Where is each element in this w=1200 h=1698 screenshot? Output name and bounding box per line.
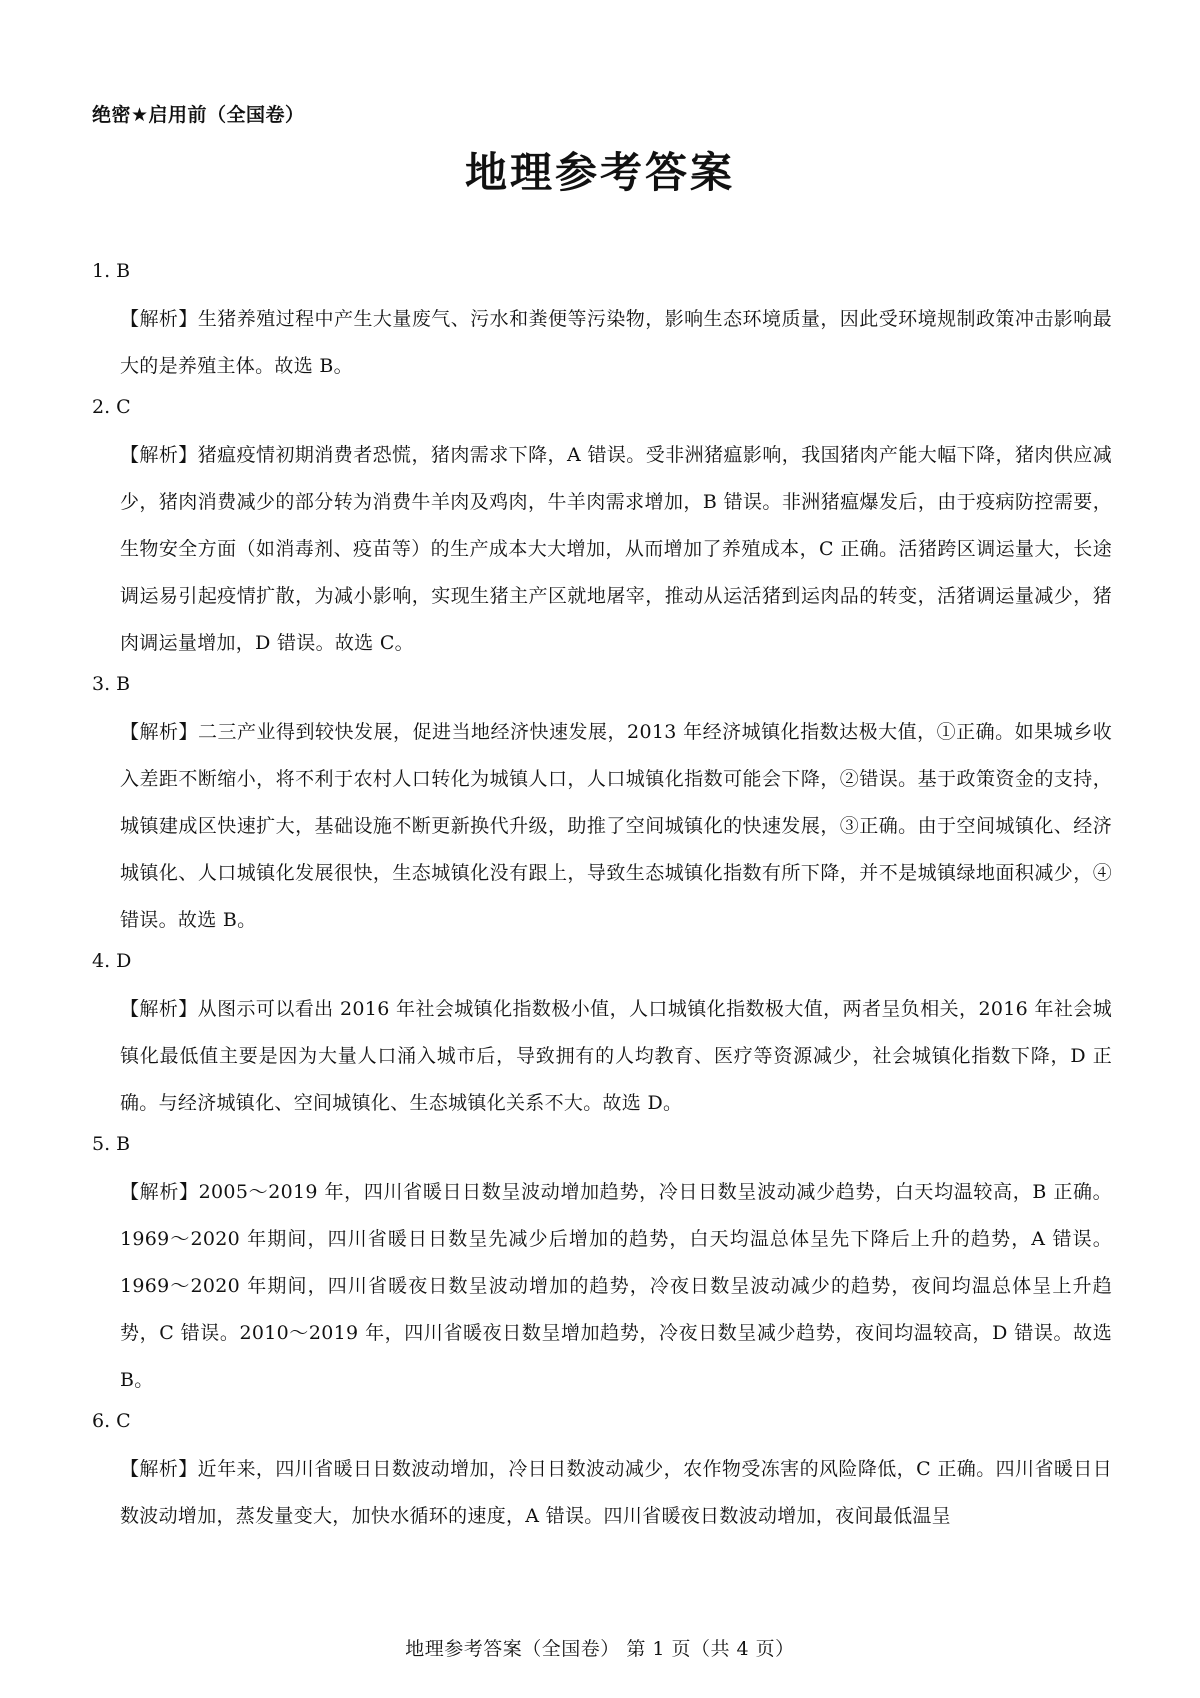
- analysis-label: 【解析】: [120, 444, 198, 466]
- answer-list: [92, 256, 1112, 1542]
- analysis-paragraph: [92, 296, 1112, 390]
- analysis-label: 【解析】: [120, 1181, 199, 1203]
- analysis-text: 2005～2019 年，四川省暖日日数呈波动增加趋势，冷日日数呈波动减少趋势，白天均温较高，B 正确。1969～2020 年期间，四川省暖日日数呈先减少后增加的趋势，白天均温总体呈先下降后上升的趋势，A 错误。1969～2020 年期间，四川省暖夜日数呈波动增加的趋势，冷夜日数呈波动减少的趋势，夜间均温总体呈上升趋势，C 错误。2010～2019 年，四川省暖夜日数呈增加趋势，冷夜日数呈减少趋势，夜间均温较高，D 错误。故选 B。: [120, 1181, 1112, 1391]
- confidential-header: 绝密★启用前（全国卷）: [92, 104, 305, 126]
- analysis-text: 近年来，四川省暖日日数波动增加，冷日日数波动减少，农作物受冻害的风险降低，C 正确。四川省暖日日数波动增加，蒸发量变大，加快水循环的速度，A 错误。四川省暖夜日数波动增加，夜间最低温呈: [120, 1458, 1112, 1527]
- page-footer: 地理参考答案（全国卷） 第 1 页（共 4 页）: [405, 1638, 795, 1660]
- analysis-paragraph: [92, 432, 1112, 667]
- analysis-paragraph: [92, 986, 1112, 1127]
- analysis-label: 【解析】: [120, 998, 198, 1020]
- answer-item-4: [92, 946, 1112, 1127]
- answer-key: 5. B: [92, 1133, 131, 1155]
- answer-key: 6. C: [92, 1410, 131, 1432]
- answer-item-1: [92, 256, 1112, 390]
- analysis-text: 从图示可以看出 2016 年社会城镇化指数极小值，人口城镇化指数极大值，两者呈负相关，2016 年社会城镇化最低值主要是因为大量人口涌入城市后，导致拥有的人均教育、医疗等资源减少，社会城镇化指数下降，D 正确。与经济城镇化、空间城镇化、生态城镇化关系不大。故选 D。: [120, 998, 1113, 1114]
- answer-item-6: [92, 1406, 1112, 1540]
- analysis-text: 生猪养殖过程中产生大量废气、污水和粪便等污染物，影响生态环境质量，因此受环境规制政策冲击影响最大的是养殖主体。故选 B。: [120, 308, 1113, 377]
- analysis-text: 猪瘟疫情初期消费者恐慌，猪肉需求下降，A 错误。受非洲猪瘟影响，我国猪肉产能大幅下降，猪肉供应减少，猪肉消费减少的部分转为消费牛羊肉及鸡肉，牛羊肉需求增加，B 错误。非洲猪瘟爆发后，由于疫病防控需要，生物安全方面（如消毒剂、疫苗等）的生产成本大大增加，从而增加了养殖成本，C 正确。活猪跨区调运量大，长途调运易引起疫情扩散，为减小影响，实现生猪主产区就地屠宰，推动从运活猪到运肉品的转变，活猪调运量减少，猪肉调运量增加，D 错误。故选 C。: [120, 444, 1112, 654]
- page-title: 地理参考答案: [464, 148, 735, 197]
- answer-key: 4. D: [92, 950, 132, 972]
- analysis-text: 二三产业得到较快发展，促进当地经济快速发展，2013 年经济城镇化指数达极大值，①正确。如果城乡收入差距不断缩小，将不利于农村人口转化为城镇人口，人口城镇化指数可能会下降，②错误。基于政策资金的支持，城镇建成区快速扩大，基础设施不断更新换代升级，助推了空间城镇化的快速发展，③正确。由于空间城镇化、经济城镇化、人口城镇化发展很快，生态城镇化没有跟上，导致生态城镇化指数有所下降，并不是城镇绿地面积减少，④错误。故选 B。: [120, 721, 1112, 931]
- answer-item-5: [92, 1129, 1112, 1404]
- analysis-label: 【解析】: [120, 308, 198, 330]
- answer-key: 1. B: [92, 260, 131, 282]
- analysis-label: 【解析】: [120, 1458, 198, 1480]
- answer-key: 3. B: [92, 673, 131, 695]
- analysis-paragraph: [92, 1169, 1112, 1404]
- answer-item-3: [92, 669, 1112, 944]
- analysis-paragraph: [92, 1446, 1112, 1540]
- answer-key: 2. C: [92, 396, 131, 418]
- answer-item-2: [92, 392, 1112, 667]
- analysis-paragraph: [92, 709, 1112, 944]
- analysis-label: 【解析】: [120, 721, 199, 743]
